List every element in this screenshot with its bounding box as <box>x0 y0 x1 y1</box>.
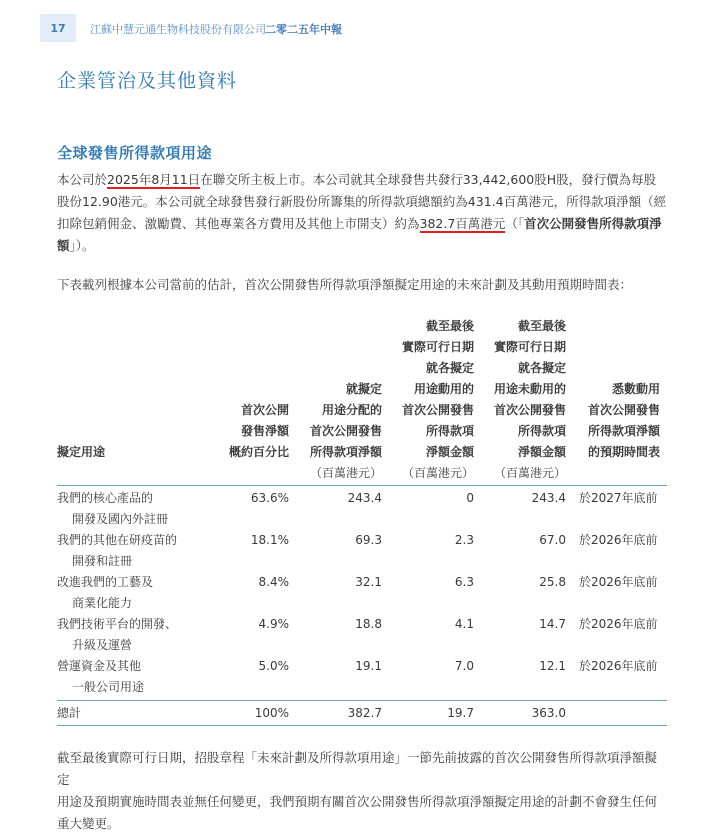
header-utilized: 截至最後 實際可行日期 就各擬定 用途動用的 首次公開發售 所得款項 淨額金額 （百萬港元） <box>401 319 474 480</box>
header-rule <box>57 485 667 486</box>
total-bottom-rule <box>57 725 667 726</box>
header-report-title: 二零二五年中報 <box>265 23 342 36</box>
header-unutilized: 截至最後 實際可行日期 就各擬定 用途未動用的 首次公開發售 所得款項 淨額金額 （百萬港元） <box>493 319 566 480</box>
ipo-intro-paragraph: 本公司於2025年8月11日在聯交所主板上市。本公司就其全球發售共發行33,442,600股H股，發行價為每股 股份12.90港元。本公司就全球發售發行新股份所籌集的所得款項總額約為431.4百萬港元，所得款項淨額（經 扣除包銷佣金、激勵費、其他專業各方費用及其他上市開支）約為382.7百萬港元（「首次公開發售所得款項淨 額」）。 <box>57 172 667 253</box>
header-allocated: 就擬定 用途分配的 首次公開發售 所得款項淨額 （百萬港元） <box>309 382 382 480</box>
section-title: 企業管治及其他資料 <box>57 70 238 92</box>
net-proceeds-amount: 382.7百萬港元 <box>419 216 506 231</box>
header-timeline: 悉數動用 首次公開發售 所得款項淨額 的預期時間表 <box>587 382 660 459</box>
table-intro-paragraph: 下表載列根據本公司當前的估計，首次公開發售所得款項淨額擬定用途的未來計劃及其動用預期時間表： <box>57 277 633 292</box>
header-purpose: 擬定用途 <box>57 445 106 459</box>
listing-date: 2025年8月11日 <box>107 172 201 187</box>
header-pct: 首次公開 發售淨額 概約百分比 <box>228 403 289 459</box>
page-header <box>0 0 719 56</box>
subsection-title: 全球發售所得款項用途 <box>57 144 213 162</box>
closing-paragraph: 截至最後實際可行日期，招股章程「未來計劃及所得款項用途」一節先前披露的首次公開發售所得款項淨額擬定 用途及預期實施時間表並無任何變更，我們預期有關首次公開發售所得款項淨額擬定用途的計劃不會發生任何 重大變更。 <box>57 750 658 831</box>
total-top-rule <box>57 700 667 701</box>
header-company-name: 江蘇中慧元通生物科技股份有限公司 <box>90 23 266 36</box>
page-number: 17 <box>40 14 76 42</box>
